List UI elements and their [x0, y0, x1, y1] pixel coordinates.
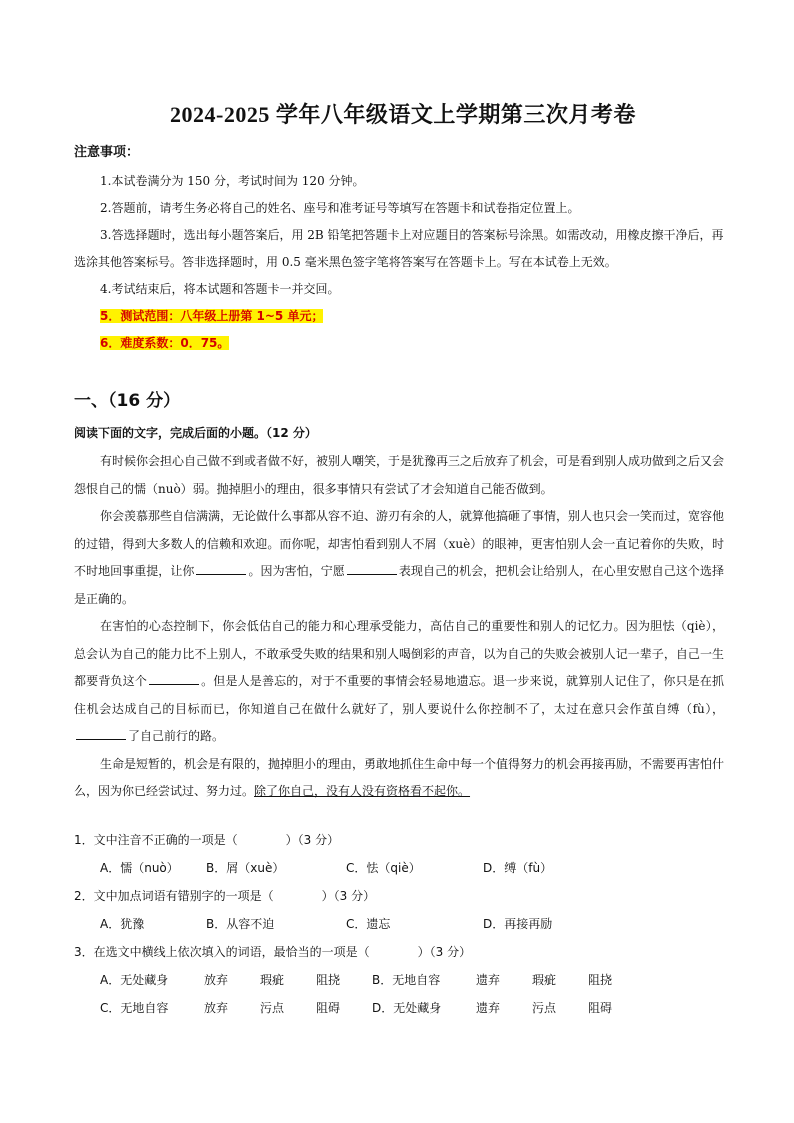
option-d: D．缚（fù）: [483, 861, 553, 875]
option-a: A．犹豫: [100, 917, 145, 931]
passage-paragraph-1: 有时候你会担心自己做不到或者做不好，被别人嘲笑，于是犹豫再三之后放弃了机会，可是看到别人成功做到之后又会怨恨自己的懦（nuò）弱。抛掉胆小的理由，很多事情只有尝试了才会知道自己能否做到。: [74, 454, 725, 496]
option-word: 瑕疵: [532, 973, 557, 987]
fill-blank: [76, 727, 126, 740]
notice-item-difficulty: [74, 330, 724, 357]
option-word: 放弃: [204, 1001, 229, 1015]
passage-text: 你会羡慕那些自信满满，无论做什么事都从容不迫、游刃有余的人，就算他搞砸了事情，别人也只会一笑而过，宽容他的过错，得到大多数人的信赖和欢迎。而你呢，却害怕看到别人不屑（xuè）的眼神，更害怕别人会一直记着你的失败，时不时地回事重提，让你: [74, 509, 725, 578]
reading-passage: [74, 448, 724, 806]
option-b: B．无地自容: [372, 973, 441, 987]
underlined-sentence: 除了你自己，没有人没有资格看不起你。: [254, 784, 471, 798]
option-word: 遗弃: [476, 973, 501, 987]
option-c: C．无地自容: [100, 1001, 169, 1015]
passage-text: 了自己前行的路。: [128, 729, 225, 743]
test-scope-highlight: 5．测试范围：八年级上册第 1~5 单元；: [100, 309, 324, 323]
notice-item: 4.考试结束后，将本试题和答题卡一并交回。: [100, 282, 340, 296]
notice-item: 2.答题前，请考生务必将自己的姓名、座号和准考证号等填写在答题卡和试卷指定位置上。: [100, 201, 580, 215]
question-options-2: [74, 910, 724, 938]
option-word: 污点: [532, 1001, 557, 1015]
passage-text: 在害怕的心态控制下，你会低估自己的能力和心理承受能力，高估自己的重要性和别人的记忆力。因为胆怯（qiè），总会认为自己的能力比不上别人，不敢承受失败的结果和别人喝倒彩的声音，以为自己的失败会被别人记一辈子，自己一生都要背负这个: [74, 619, 724, 688]
question-options-3-row-2: [74, 994, 724, 1022]
fill-blank: [149, 672, 199, 685]
reading-instruction: 阅读下面的文字，完成后面的小题。（12 分）: [74, 426, 317, 440]
option-word: 阻碍: [588, 1001, 613, 1015]
option-b: B．从容不迫: [206, 917, 275, 931]
notice-list: [74, 168, 724, 357]
passage-text: 表现自己的机会，把机会让给别人，在心里安慰自己这个选择是正确的。: [74, 564, 724, 606]
question-options-1: [74, 854, 724, 882]
passage-text: 。但是人是善忘的，对于不重要的事情会轻易地遗忘。退一步来说，就算别人记住了，你只是在抓住机会达成自己的目标而已，你知道自己在做什么就好了，别人要说什么你控制不了，太过在意只会作茧自缚（fù），: [74, 674, 724, 716]
option-a: A．无处藏身: [100, 973, 169, 987]
option-d: D．无处藏身: [372, 1001, 442, 1015]
passage-paragraph-4: [74, 751, 724, 806]
notice-heading: 注意事项：: [74, 145, 140, 160]
option-word: 放弃: [204, 973, 229, 987]
page-title: 2024-2025 学年八年级语文上学期第三次月考卷: [170, 102, 636, 127]
option-c: C．怯（qiè）: [346, 861, 421, 875]
question-stem-3: 3．在选文中横线上依次填入的词语，最恰当的一项是（ ）（3 分）: [74, 945, 472, 959]
question-stem-1: 1．文中注音不正确的一项是（ ）（3 分）: [74, 833, 340, 847]
option-a: A．懦（nuò）: [100, 861, 179, 875]
option-word: 遗弃: [476, 1001, 501, 1015]
notice-item: 3.答选择题时，选出每小题答案后，用 2B 铅笔把答题卡上对应题目的答案标号涂黑。如需改动，用橡皮擦干净后，再选涂其他答案标号。答非选择题时，用 0.5 毫米黑色签字笔将答案写在答题卡上。写在本试卷上无效。: [74, 228, 724, 269]
passage-text: 。因为害怕，宁愿: [248, 564, 345, 578]
option-word: 瑕疵: [260, 973, 285, 987]
option-word: 阻挠: [316, 973, 341, 987]
question-options-3-row-1: [74, 966, 724, 994]
question-list: [74, 826, 724, 1022]
section-one-heading: 一、（16 分）: [74, 391, 181, 411]
question-stem-2: 2．文中加点词语有错别字的一项是（ ）（3 分）: [74, 889, 376, 903]
fill-blank: [196, 562, 246, 575]
option-word: 阻挠: [588, 973, 613, 987]
passage-text: 生命是短暂的，机会是有限的，抛掉胆小的理由，勇敢地抓住生命中每一个值得努力的机会再接再励，不需要再害怕什么，因为你已经尝试过、努力过。: [74, 756, 725, 798]
passage-paragraph-2: [74, 503, 724, 613]
option-b: B．屑（xuè）: [206, 861, 285, 875]
notice-item-scope: [74, 303, 724, 330]
option-c: C．遗忘: [346, 917, 391, 931]
option-word: 污点: [260, 1001, 285, 1015]
fill-blank: [347, 562, 397, 575]
difficulty-highlight: 6．难度系数：0．75。: [100, 336, 230, 350]
notice-item: 1.本试卷满分为 150 分，考试时间为 120 分钟。: [100, 174, 365, 188]
passage-paragraph-3: [74, 613, 724, 751]
option-d: D．再接再励: [483, 917, 553, 931]
option-word: 阻碍: [316, 1001, 341, 1015]
